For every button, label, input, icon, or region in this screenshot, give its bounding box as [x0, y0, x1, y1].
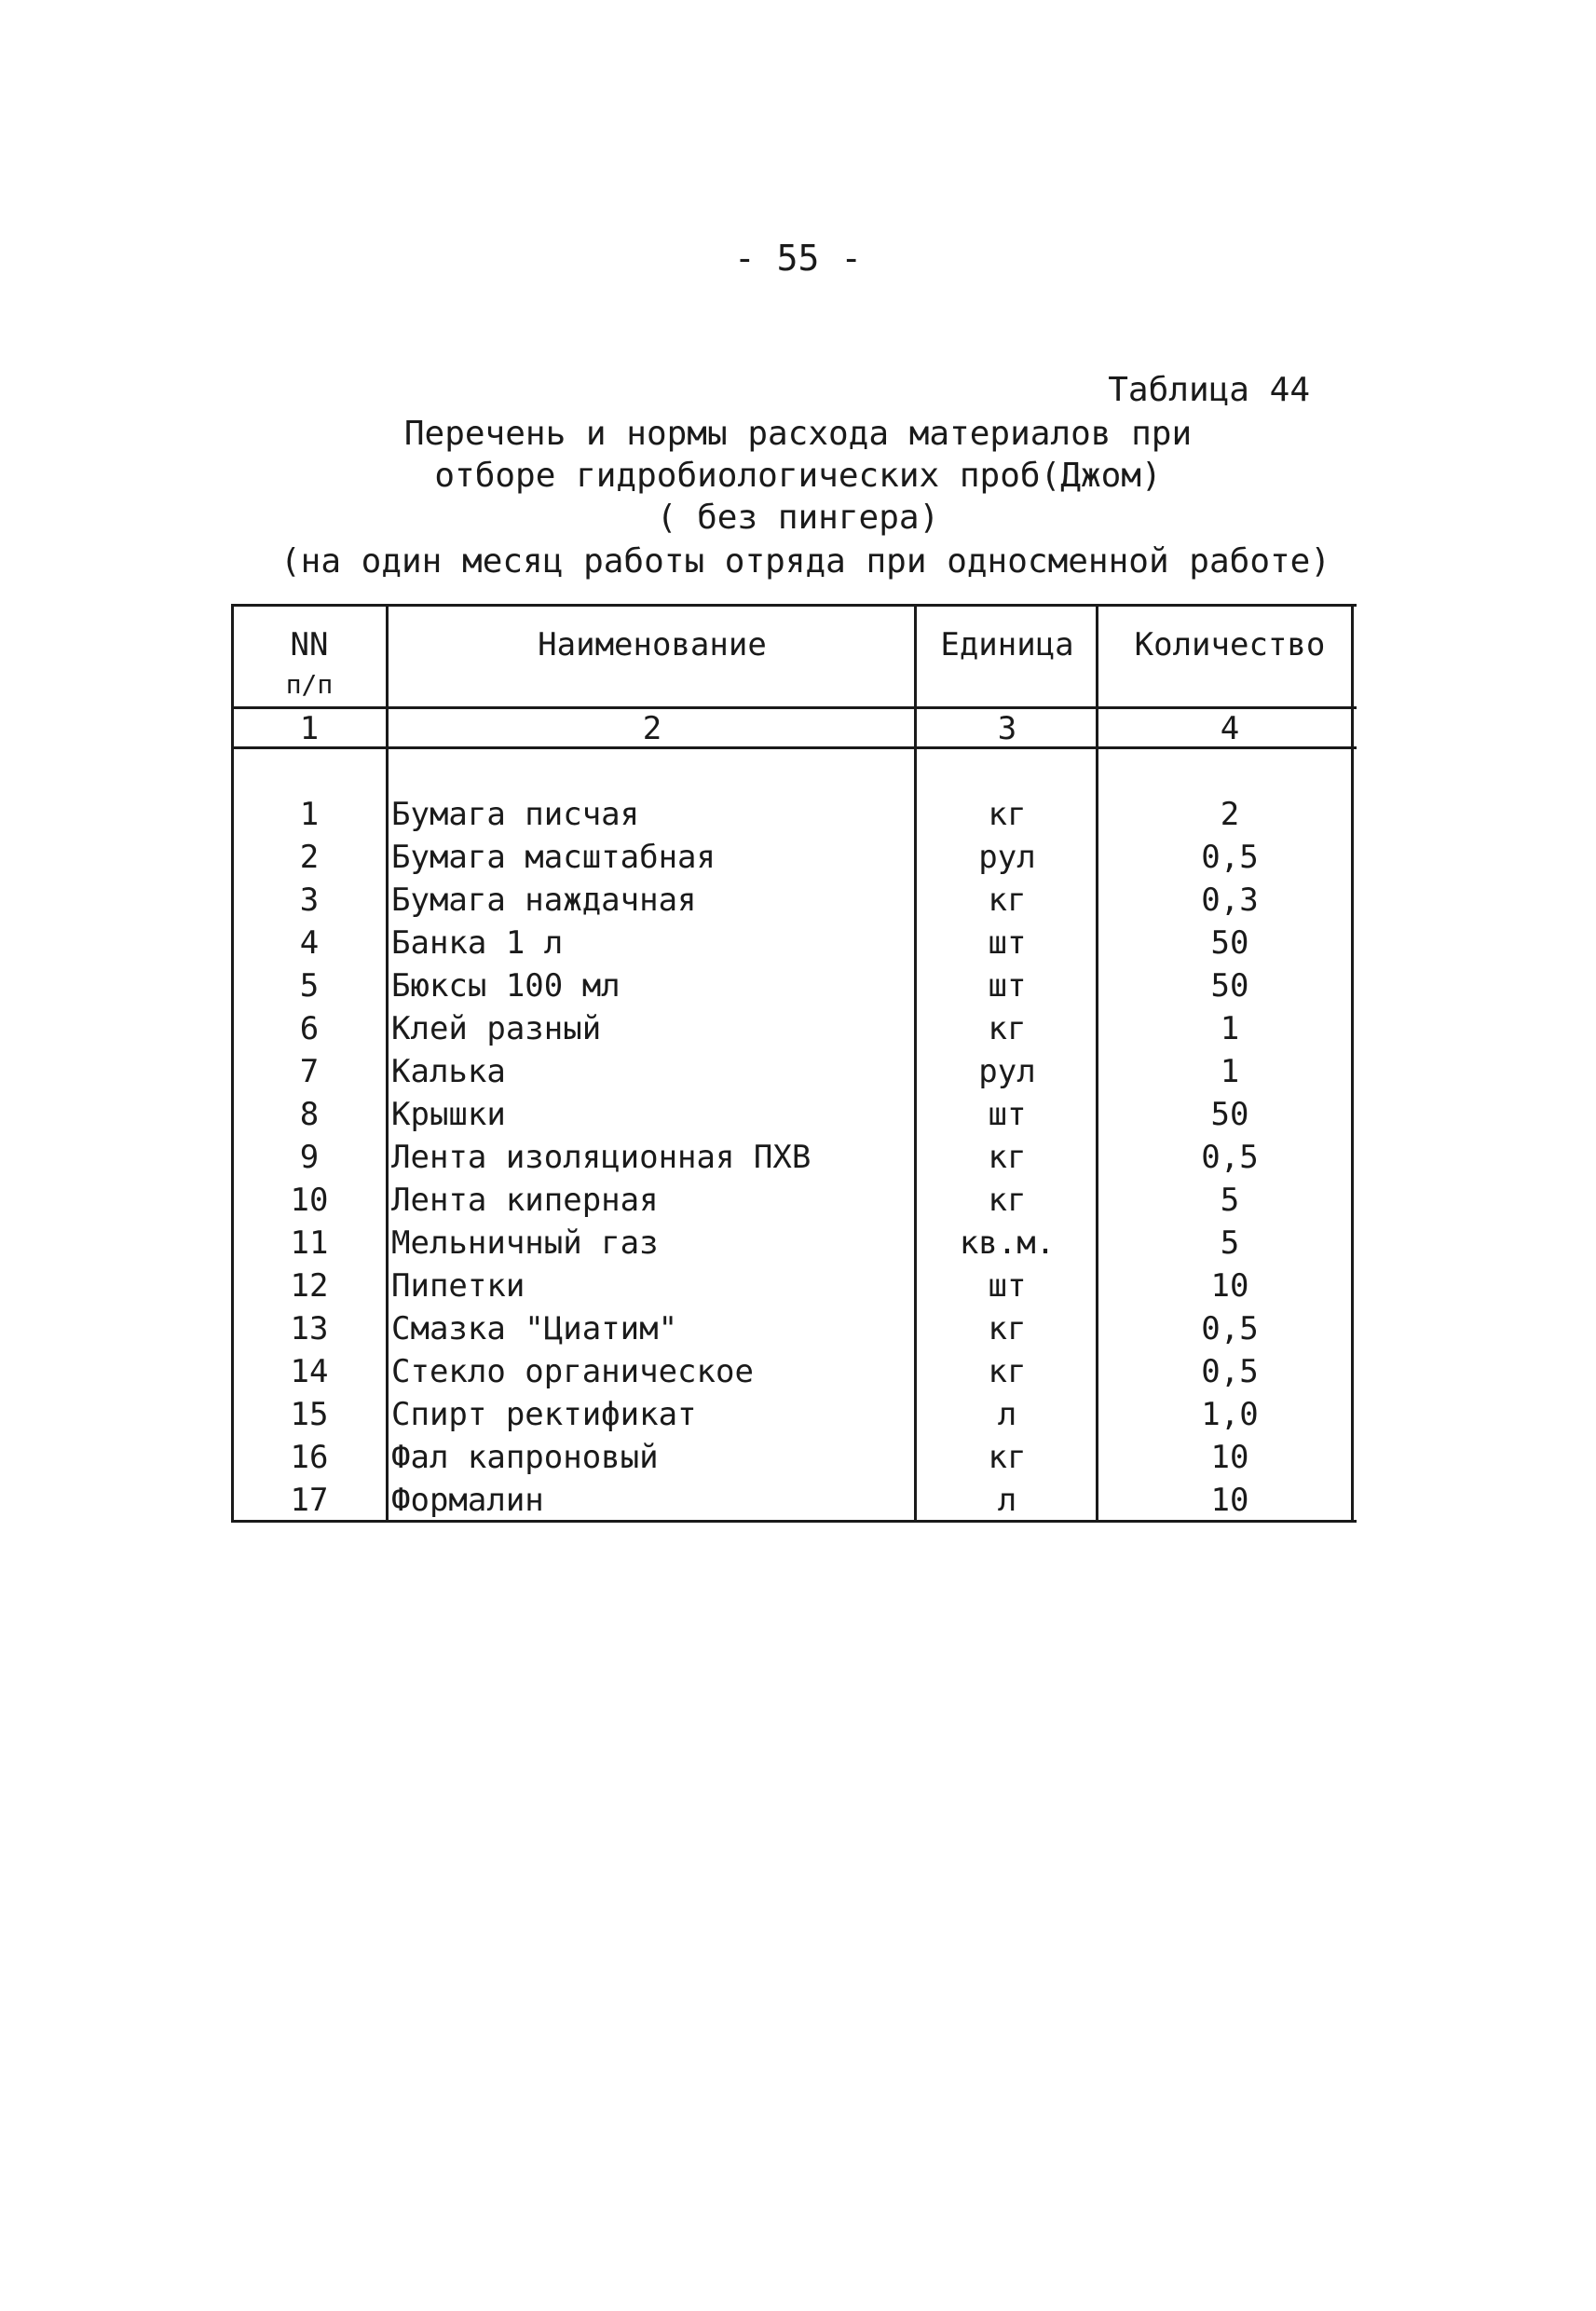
column-number: 2	[642, 710, 662, 747]
row-qty: 5	[1220, 1224, 1240, 1262]
row-num: 2	[299, 839, 320, 876]
row-unit: шт	[988, 1096, 1027, 1133]
row-qty: 10	[1210, 1482, 1249, 1519]
table-top-rule	[231, 604, 1357, 607]
row-num: 14	[290, 1353, 329, 1390]
header-num-sub: п/п	[285, 669, 334, 700]
row-qty: 50	[1210, 924, 1249, 962]
column-number: 4	[1220, 710, 1240, 747]
row-qty: 2	[1220, 796, 1240, 833]
row-num: 11	[290, 1224, 329, 1262]
row-name: Бумага писчая	[391, 796, 640, 833]
caption-line: (на один месяц работы отряда при односменной работе)	[280, 542, 1331, 581]
row-num: 9	[299, 1139, 320, 1176]
row-unit: кг	[988, 1353, 1027, 1390]
row-qty: 10	[1210, 1439, 1249, 1476]
row-qty: 10	[1210, 1267, 1249, 1305]
row-unit: рул	[978, 839, 1036, 876]
row-name: Пипетки	[391, 1267, 525, 1305]
row-num: 10	[290, 1182, 329, 1219]
row-num: 3	[299, 882, 320, 919]
column-divider	[1096, 604, 1098, 1523]
row-num: 7	[299, 1053, 320, 1090]
row-unit: шт	[988, 967, 1027, 1005]
row-qty: 0,5	[1201, 1139, 1259, 1176]
row-unit: кв.м.	[959, 1224, 1056, 1262]
row-unit: шт	[988, 1267, 1027, 1305]
row-name: Мельничный газ	[391, 1224, 659, 1262]
row-qty: 0,5	[1201, 1310, 1259, 1347]
row-name: Клей разный	[391, 1010, 602, 1047]
row-num: 4	[299, 924, 320, 962]
row-num: 1	[299, 796, 320, 833]
header-num: NN	[290, 626, 329, 663]
row-num: 15	[290, 1396, 329, 1433]
row-unit: рул	[978, 1053, 1036, 1090]
row-name: Смазка "Циатим"	[391, 1310, 678, 1347]
row-name: Стекло органическое	[391, 1353, 754, 1390]
row-name: Лента изоляционная ПХВ	[391, 1139, 812, 1176]
row-name: Калька	[391, 1053, 506, 1090]
row-unit: кг	[988, 1439, 1027, 1476]
row-name: Бумага наждачная	[391, 882, 697, 919]
row-qty: 1	[1220, 1010, 1240, 1047]
row-unit: кг	[988, 1182, 1027, 1219]
row-qty: 5	[1220, 1182, 1240, 1219]
row-name: Банка 1 л	[391, 924, 564, 962]
row-name: Фал капроновый	[391, 1439, 659, 1476]
header-qty: Количество	[1134, 626, 1326, 663]
row-qty: 50	[1210, 967, 1249, 1005]
row-num: 16	[290, 1439, 329, 1476]
row-unit: кг	[988, 1139, 1027, 1176]
caption-line: отборе гидробиологических проб(Джом)	[434, 457, 1162, 495]
page-number: - 55 -	[733, 238, 863, 279]
row-num: 12	[290, 1267, 329, 1305]
row-name: Формалин	[391, 1482, 544, 1519]
row-unit: кг	[988, 1010, 1027, 1047]
row-name: Крышки	[391, 1096, 506, 1133]
column-divider	[914, 604, 917, 1523]
row-qty: 0,5	[1201, 1353, 1259, 1390]
row-qty: 0,5	[1201, 839, 1259, 876]
row-num: 17	[290, 1482, 329, 1519]
row-num: 5	[299, 967, 320, 1005]
row-unit: кг	[988, 796, 1027, 833]
row-name: Лента киперная	[391, 1182, 659, 1219]
row-qty: 0,3	[1201, 882, 1259, 919]
row-unit: л	[997, 1482, 1017, 1519]
header-rule	[231, 706, 1357, 709]
row-unit: кг	[988, 1310, 1027, 1347]
row-unit: шт	[988, 924, 1027, 962]
row-qty: 50	[1210, 1096, 1249, 1133]
column-number: 1	[299, 710, 320, 747]
header-name: Наименование	[538, 626, 767, 663]
caption-line: ( без пингера)	[656, 499, 940, 537]
table-label: Таблица 44	[1108, 371, 1310, 409]
table-bottom-rule	[231, 1520, 1357, 1523]
materials-table	[231, 604, 1357, 1523]
row-name: Бюксы 100 мл	[391, 967, 621, 1005]
caption-line: Перечень и нормы расхода материалов при	[403, 415, 1193, 453]
row-num: 6	[299, 1010, 320, 1047]
row-unit: л	[997, 1396, 1017, 1433]
row-name: Спирт ректификат	[391, 1396, 697, 1433]
row-num: 8	[299, 1096, 320, 1133]
row-qty: 1,0	[1201, 1396, 1259, 1433]
row-name: Бумага масштабная	[391, 839, 716, 876]
row-num: 13	[290, 1310, 329, 1347]
header-unit: Единица	[940, 626, 1074, 663]
column-number: 3	[997, 710, 1017, 747]
row-qty: 1	[1220, 1053, 1240, 1090]
row-unit: кг	[988, 882, 1027, 919]
